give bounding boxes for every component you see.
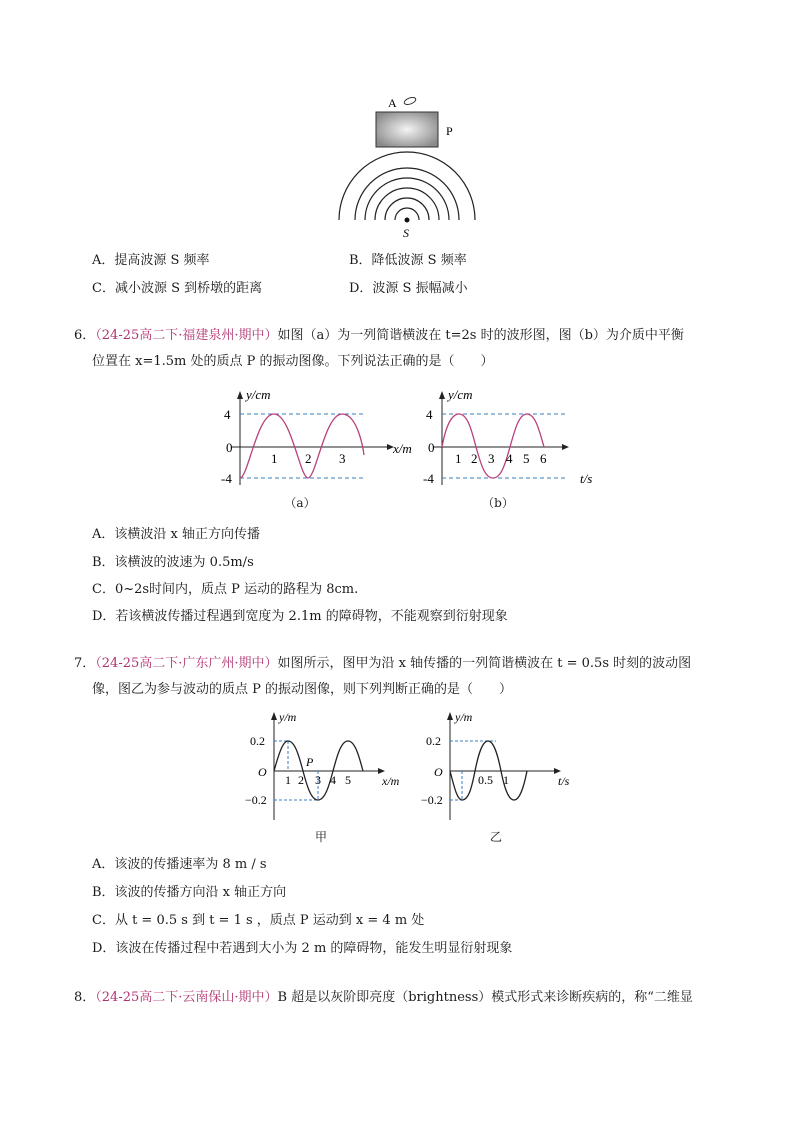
q5-option-d: D．波源 S 振幅减小 [349, 281, 468, 296]
q7jia-xtick-2: 2 [298, 773, 304, 787]
q6-option-d: D．若该横波传播过程遇到宽度为 2.1m 的障碍物，不能观察到衍射现象 [92, 609, 508, 624]
q6b-ytick-0: 0 [428, 440, 435, 455]
pier-wave-figure [330, 90, 480, 240]
q6a-ytick-0: 0 [226, 440, 233, 455]
q6a-xlabel: x/m [393, 441, 412, 456]
q7-number: 7． [74, 656, 96, 671]
q8-number: 8． [74, 990, 96, 1005]
label-p: P [446, 124, 453, 138]
q6b-ytick-neg4: -4 [423, 471, 434, 486]
q8-stem [74, 985, 734, 1011]
q7yi-xtick-05: 0.5 [478, 773, 493, 787]
label-s: S [403, 226, 409, 240]
q7jia-xtick-3: 3 [315, 773, 321, 787]
q6-stem [74, 323, 734, 375]
q7yi-xtick-1: 1 [503, 773, 509, 787]
q7jia-xlabel: x/m [382, 774, 400, 788]
q6b-xtick-3: 3 [488, 451, 495, 466]
q7jia-ylabel: y/m [279, 710, 297, 724]
q7yi-origin: O [434, 765, 443, 779]
q6b-xlabel: t/s [580, 471, 593, 486]
q7yi-caption: 乙 [489, 830, 502, 844]
q8-source: （24-25高二下·云南保山·期中） [95, 990, 278, 1005]
q7-option-c: C．从 t = 0.5 s 到 t = 1 s ，质点 P 运动到 x = 4 m 处 [92, 913, 425, 928]
q6a-xtick-1: 1 [271, 451, 278, 466]
q6-number: 6． [74, 328, 96, 343]
q7-option-a: A．该波的传播速率为 8 m / s [92, 857, 267, 872]
q6a-caption: （a） [284, 496, 316, 510]
q6a-ylabel: y/cm [246, 387, 271, 402]
bridge-pier [376, 112, 438, 147]
q7-stem [74, 651, 734, 703]
q8-stem-line-1: B 超是以灰阶即亮度（brightness）模式形式来诊断疾病的，称“二维显 [277, 990, 693, 1005]
q6b-caption: （b） [482, 496, 514, 510]
q6-stem-line-1: 如图（a）为一列简谐横波在 t=2s 时的波形图，图（b）为介质中平衡 [277, 328, 684, 343]
q7jia-point-p: P [306, 755, 314, 769]
leaf-icon [403, 96, 416, 106]
q7-graph-yi [421, 708, 584, 823]
q7jia-xtick-5: 5 [345, 773, 351, 787]
q7-stem-line-2: 像，图乙为参与波动的质点 P 的振动图像，则下列判断正确的是（ ） [92, 682, 513, 697]
q6a-xtick-3: 3 [339, 451, 346, 466]
q6-graph-a [222, 385, 422, 490]
wave-source-dot [405, 218, 410, 223]
q7jia-caption: 甲 [314, 830, 327, 844]
q7yi-ylabel: y/m [455, 710, 473, 724]
q6-source: （24-25高二下·福建泉州·期中） [95, 328, 278, 343]
q6-graph-b [420, 385, 605, 490]
q7-option-d: D．该波在传播过程中若遇到大小为 2 m 的障碍物，能发生明显衍射现象 [92, 941, 513, 956]
q6-option-c: C．0~2s时间内，质点 P 运动的路程为 8cm. [92, 582, 359, 597]
label-a: A [388, 96, 397, 110]
q6b-xtick-4: 4 [506, 451, 513, 466]
q6a-ytick-neg4: -4 [221, 471, 232, 486]
q6b-xtick-1: 1 [455, 451, 462, 466]
q6b-ytick-4: 4 [426, 407, 433, 422]
q7-source: （24-25高二下·广东广州·期中） [95, 656, 278, 671]
q6-option-a: A．该横波沿 x 轴正方向传播 [92, 527, 260, 542]
q6-stem-line-2: 位置在 x=1.5m 处的质点 P 的振动图像。下列说法正确的是（ ） [92, 354, 494, 369]
q6a-xtick-2: 2 [305, 451, 312, 466]
q6b-xtick-6: 6 [540, 451, 547, 466]
q6b-xtick-5: 5 [523, 451, 530, 466]
q7-graph-jia [246, 708, 416, 823]
q7jia-origin: O [258, 765, 267, 779]
q6b-xtick-2: 2 [471, 451, 478, 466]
q7-option-b: B．该波的传播方向沿 x 轴正方向 [92, 885, 287, 900]
q6b-ylabel: y/cm [448, 387, 473, 402]
q7-stem-line-1: 如图所示，图甲为沿 x 轴传播的一列简谐横波在 t = 0.5s 时刻的波动图 [277, 656, 692, 671]
q7jia-xtick-1: 1 [285, 773, 291, 787]
q7jia-ytick-neg: −0.2 [245, 793, 267, 807]
q6-option-b: B．该横波的波速为 0.5m/s [92, 555, 254, 570]
q7yi-ytick-neg: −0.2 [421, 793, 443, 807]
q5-option-b: B．降低波源 S 频率 [349, 253, 467, 268]
q5-option-a: A．提高波源 S 频率 [92, 253, 210, 268]
q7yi-ytick-pos: 0.2 [426, 734, 441, 748]
q7jia-ytick-pos: 0.2 [250, 734, 265, 748]
q5-option-c: C．减小波源 S 到桥墩的距离 [92, 281, 263, 296]
q6a-ytick-4: 4 [224, 407, 231, 422]
q7yi-xlabel: t/s [558, 774, 570, 788]
q7jia-xtick-4: 4 [330, 773, 336, 787]
